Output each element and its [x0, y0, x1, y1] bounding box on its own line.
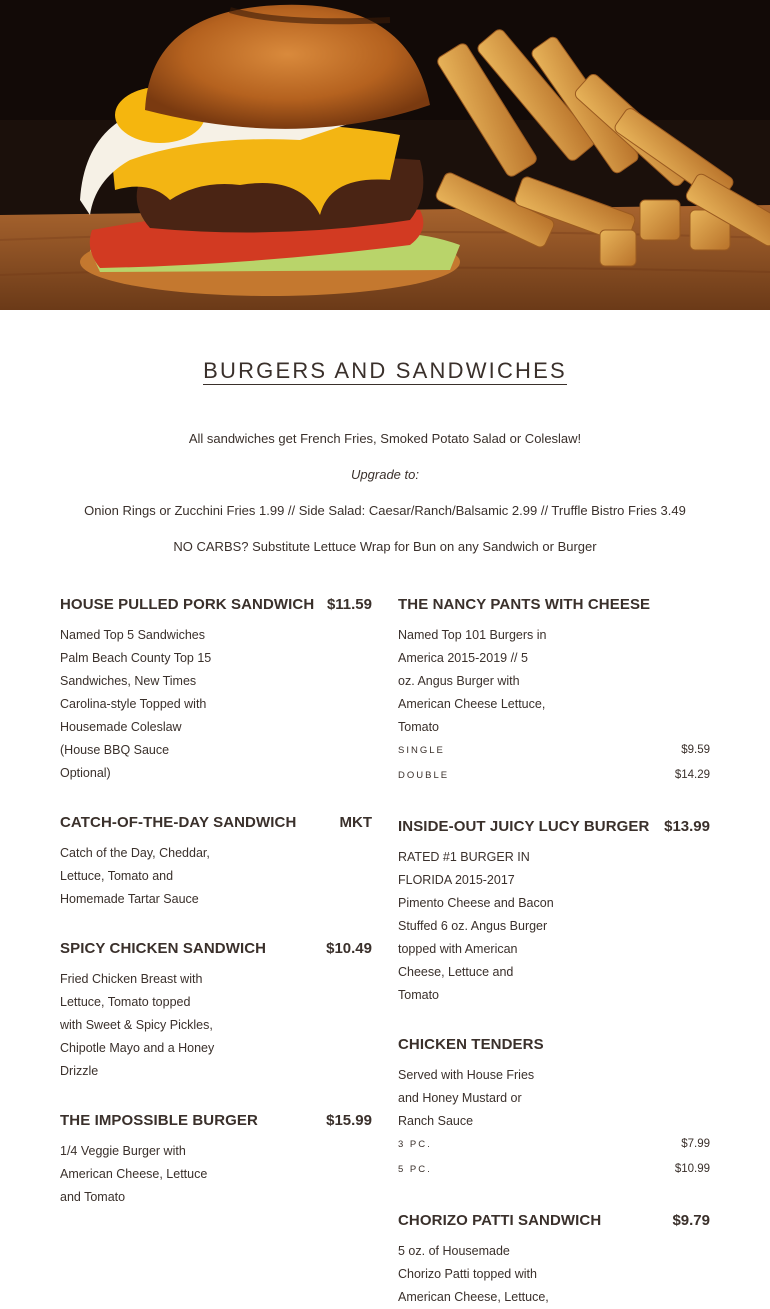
size-option [398, 1158, 710, 1183]
item-price: $13.99 [664, 818, 710, 835]
desc-line: Tomato [398, 720, 439, 734]
menu-item [60, 814, 372, 911]
item-name: THE NANCY PANTS WITH CHEESE [398, 596, 651, 613]
desc-line: 1/4 Veggie Burger with [60, 1144, 186, 1158]
size-option [398, 739, 710, 764]
item-name: CHORIZO PATTI SANDWICH [398, 1212, 602, 1229]
desc-line: (House BBQ Sauce [60, 743, 170, 757]
desc-line: oz. Angus Burger with [398, 674, 520, 688]
item-description [60, 1140, 230, 1209]
desc-line: topped with American [398, 942, 518, 956]
desc-line: Fried Chicken Breast with [60, 972, 203, 986]
desc-line: American Cheese, Lettuce [60, 1167, 208, 1181]
option-price: $9.59 [681, 744, 710, 756]
desc-line: Pimento Cheese and Bacon [398, 896, 554, 910]
desc-line: Chorizo Patti topped with [398, 1267, 537, 1281]
burger-fries-illustration [0, 0, 770, 310]
menu-item [398, 1036, 710, 1183]
sides-note: All sandwiches get French Fries, Smoked Potato Salad or Coleslaw! [188, 431, 582, 446]
desc-line: Lettuce, Tomato topped [60, 995, 191, 1009]
item-name: CATCH-OF-THE-DAY SANDWICH [60, 814, 297, 831]
desc-line: Drizzle [60, 1064, 99, 1078]
item-description [60, 968, 230, 1083]
item-price: $11.59 [326, 596, 372, 613]
section-title: BURGERS AND SANDWICHES [203, 358, 567, 383]
desc-line: Named Top 101 Burgers in [398, 628, 547, 642]
item-name: HOUSE PULLED PORK SANDWICH [60, 596, 315, 613]
option-label: SINGLE [398, 745, 445, 756]
desc-line: Catch of the Day, Cheddar, [60, 846, 210, 860]
desc-line: American Cheese, Lettuce, [398, 1290, 549, 1304]
menu-item [60, 596, 372, 785]
option-price: $14.29 [674, 769, 710, 781]
desc-line: and Tomato [60, 1190, 126, 1204]
item-description [398, 624, 568, 739]
option-label: DOUBLE [398, 770, 450, 781]
desc-line: American Cheese Lettuce, [398, 697, 546, 711]
option-label: 3 PC. [398, 1139, 432, 1150]
item-description [398, 1240, 568, 1309]
desc-line: 5 oz. of Housemade [398, 1244, 510, 1258]
menu-item [60, 940, 372, 1083]
menu-item [398, 1212, 710, 1309]
desc-line: Served with House Fries [398, 1068, 535, 1082]
item-description [398, 1064, 568, 1133]
option-price: $7.99 [681, 1138, 710, 1150]
desc-line: with Sweet & Spicy Pickles, [60, 1018, 213, 1032]
section-header [0, 358, 770, 384]
item-name: INSIDE-OUT JUICY LUCY BURGER [398, 818, 650, 835]
desc-line: Sandwiches, New Times [60, 674, 197, 688]
desc-line: FLORIDA 2015-2017 [398, 873, 515, 887]
option-label: 5 PC. [398, 1164, 432, 1175]
desc-line: and Honey Mustard or [398, 1091, 522, 1105]
desc-line: Lettuce, Tomato and [60, 869, 174, 883]
item-price: $9.79 [672, 1212, 710, 1229]
desc-line: Stuffed 6 oz. Angus Burger [398, 919, 548, 933]
item-name: SPICY CHICKEN SANDWICH [60, 940, 267, 957]
item-description [60, 842, 230, 911]
no-carbs-note: NO CARBS? Substitute Lettuce Wrap for Bun on any Sandwich or Burger [173, 539, 597, 554]
desc-line: Carolina-style Topped with [60, 697, 207, 711]
item-name: THE IMPOSSIBLE BURGER [60, 1112, 258, 1129]
menu-item [60, 1112, 372, 1209]
option-price: $10.99 [674, 1163, 710, 1175]
item-price: $15.99 [326, 1112, 372, 1129]
desc-line: Housemade Coleslaw [60, 720, 182, 734]
size-option [398, 764, 710, 789]
desc-line: America 2015-2019 // 5 [398, 651, 528, 665]
desc-line: Optional) [60, 766, 111, 780]
menu-item [398, 818, 710, 1007]
menu-item [398, 596, 710, 789]
desc-line: Named Top 5 Sandwiches [60, 628, 205, 642]
hero-burger-photo [0, 0, 770, 310]
desc-line: Cheese, Lettuce and [398, 965, 514, 979]
item-description [60, 624, 230, 785]
item-price: MKT [339, 814, 372, 831]
item-name: CHICKEN TENDERS [398, 1036, 544, 1053]
upgrade-label: Upgrade to: [351, 467, 419, 482]
desc-line: Ranch Sauce [398, 1114, 474, 1128]
desc-line: RATED #1 BURGER IN [398, 850, 530, 864]
desc-line: Tomato [398, 988, 439, 1002]
upgrade-options: Onion Rings or Zucchini Fries 1.99 // Side Salad: Caesar/Ranch/Balsamic 2.99 // Truffle Bistro Fries 3.49 [84, 503, 686, 518]
desc-line: Homemade Tartar Sauce [60, 892, 199, 906]
item-description [398, 846, 568, 1007]
desc-line: Chipotle Mayo and a Honey [60, 1041, 215, 1055]
desc-line: Palm Beach County Top 15 [60, 651, 212, 665]
size-option [398, 1133, 710, 1158]
item-price: $10.49 [326, 940, 372, 957]
